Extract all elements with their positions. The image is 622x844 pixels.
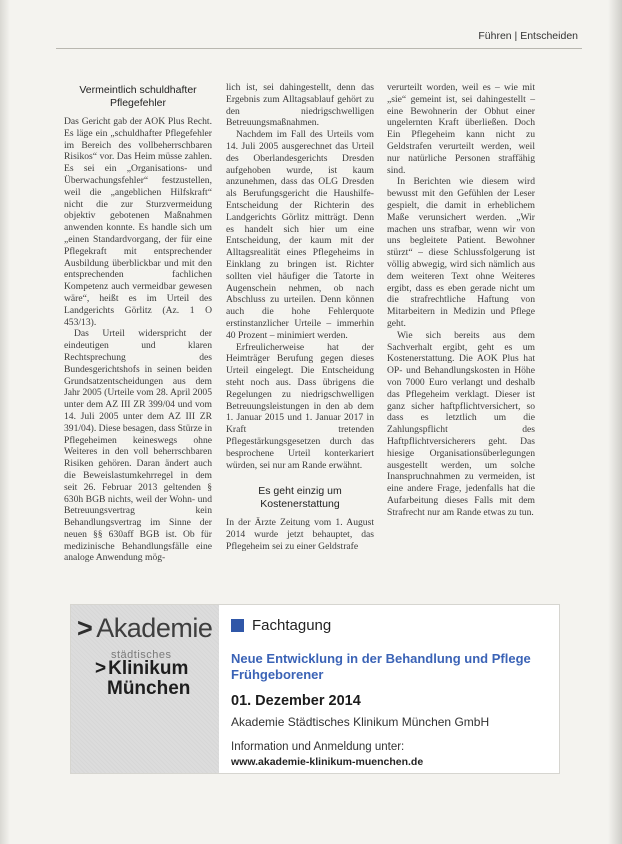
- column1-paragraph: Das Gericht gab der AOK Plus Recht. Es läge ein „schuldhafter Pflegefehler im Bereich des vollbeherrschbaren Risikos“ vor. Das Heim müsse zahlen. Es sei ein „Organisations- und Überwachungsfehler“ festzustellen, weil die „angeblichen Hilfskraft“ nicht die zur Sturzvermeidung objektiv gebotenen Maßnahmen anwenden konnte. Es handle sich um „einen Standardvorgang, der für eine Pflegekraft mit entsprechender Ausbildung überblickbar und mit den entsprechenden fachlichen Kompetenz auch vermeidbar gewesen wäre“, heißt es im Urteil des Landgerichts Görlitz (Az. 1 O 453/13).: [64, 116, 212, 328]
- advertisement-box: [70, 604, 560, 774]
- column1-paragraph: Das Urteil widerspricht der eindeutigen und klaren Rechtsprechung des Bundesgerichtshofs in seinen beiden Grundsatzentscheidungen aus dem Jahr 2005 (Urteile vom 28. April 2005 unter dem AZ III ZR 399/04 und vom 14. Juli 2005 unter dem AZ III ZR 391/04). Diese besagen, dass Stürze in Pflegeheimen keineswegs ohne Weiteres in den voll beherrschbaren Risiken gehören. Daran ändert auch die Beweislastumkehrregel in dem seit 26. Februar 2013 geltenden § 630h BGB nichts, weil der Wohn- und Betreuungsvertrag kein Behandlungsvertrag im Sinne der neuen §§ 630aff BGB ist. Ob für medizinische Behandlungsfälle eine analoge Anwendung mög-: [64, 328, 212, 564]
- square-icon: [231, 619, 244, 632]
- ad-brand-sub: städtisches: [111, 649, 172, 661]
- article-column-3: [387, 82, 535, 518]
- ad-url-link[interactable]: www.akademie-klinikum-muenchen.de: [231, 756, 424, 768]
- column3-paragraph: verurteilt worden, weil es – wie mit „sie“ gemeint ist, sei dahingestellt – eine Bewohnerin der Obhut einer ungelernten Kraft überließen. Doch Ein Pflegeheim kann nicht zu Geldstrafen verurteilt werden, weil nur natürliche Personen straffähig sind.: [387, 82, 535, 176]
- ad-tag-text: Fachtagung: [252, 617, 332, 634]
- ad-date: 01. Dezember 2014: [231, 693, 361, 709]
- header-divider: [56, 48, 582, 49]
- page-edge-left: [0, 0, 10, 844]
- chevron-right-icon: >: [77, 613, 93, 643]
- ad-title: Neue Entwicklung in der Behandlung und Pflege Frühgeborener: [231, 651, 531, 682]
- ad-brand-text: Akademie: [96, 613, 213, 643]
- ad-info: Information und Anmeldung unter:: [231, 741, 405, 753]
- column1-subhead: Vermeintlich schuldhafter Pflegefehler: [79, 84, 197, 109]
- column2-subhead: Es geht einzig um Kostenerstattung: [258, 485, 342, 511]
- page-edge-right: [608, 0, 622, 844]
- section-header: Führen | Entscheiden: [478, 30, 578, 42]
- column3-paragraph: In Berichten wie diesem wird bewusst mit den Gefühlen der Leser gespielt, die damit in erheblichem Maße verunsichert werden. „Wir machen uns strafbar, wenn wir von uns begleitete Patient. Bewohner stürzt“ – diese Schlussfolgerung ist völlig abwegig, wird sich nämlich aus dem weiteren Text ohne Weiteres ergibt, dass es eben gerade nicht um die strafrechtliche Haftung von Mitarbeitern in Medizin und Pflege geht.: [387, 176, 535, 329]
- column2-paragraph: In der Ärzte Zeitung vom 1. August 2014 wurde jetzt behauptet, das Pflegeheim sei zu einer Geldstrafe: [226, 517, 374, 552]
- ad-logo-panel: [71, 605, 219, 773]
- chevron-right-icon: >: [95, 658, 107, 679]
- column3-paragraph: Wie sich bereits aus dem Sachverhalt ergibt, geht es um Kostenerstattung. Die AOK Plus hat OP- und Behandlungskosten in Höhe von 7000 Euro verlangt und deshalb das Pflegeheim verklagt. Dieser ist ganz sicher haftpflichtversichert, so dass es letztlich um die Zahlungspflicht des Haftpflichtversicherers geht. Das hiesige Organisationsüberlegungen ausgestellt werden, um solche Inanspruchnahmen zu vermeiden, ist eine andere Frage, jedenfalls hat die Aufarbeitung dieses Falls mit dem Strafrecht nur am Rande etwas zu tun.: [387, 329, 535, 518]
- ad-klinikum-text: Klinikum: [108, 658, 189, 679]
- ad-tag: [231, 617, 331, 634]
- article-column-2: [226, 82, 374, 553]
- ad-brand: [77, 613, 212, 644]
- column2-paragraph: Erfreulicherweise hat der Heimträger Berufung gegen dieses Urteil eingelegt. Die Entscheidung steht noch aus. Dass übrigens die Regelungen zu niedrigschwelligen Betreuungsleistungen in den ab dem 1. Januar 2015 und 1. Januar 2017 in Kraft tretenden Pflegestärkungsgesetzen durch das besprochene Urteil konterkariert würden, sei nur am Rande erwähnt.: [226, 341, 374, 471]
- article-column-1: [64, 82, 212, 564]
- column2-paragraph: Nachdem im Fall des Urteils vom 14. Juli 2005 ausgerechnet das Urteil des Oberlandesgerichts Dresden aufgehoben wurde, ist kaum anzunehmen, dass das OLG Dresden als Berufungsgericht die Haushilfe-Entscheidung der Richterin des Landgerichts Görlitz mitträgt. Denn es handelt sich hier um eine Entscheidung, der kaum mit der Alltagsrealität eines Pflegeheims in Einklang zu bringen ist. Richter sollten viel häufiger die Tatorte in Augenschein nehmen, ob nach Abschluss zu urteilen. Denn können auch die hohe Fehlerquote erstinstanzlicher Urteile – immerhin 40 Prozent – minimiert werden.: [226, 129, 374, 341]
- ad-content: [231, 605, 559, 773]
- column2-paragraph: lich ist, sei dahingestellt, denn das Ergebnis zum Alltagsablauf gehört zu den niedrigschwelligen Betreuungsmaßnahmen.: [226, 82, 374, 129]
- ad-klinikum: [95, 659, 188, 678]
- ad-organizer: Akademie Städtisches Klinikum München GmbH: [231, 715, 490, 729]
- ad-muenchen: München: [107, 678, 191, 699]
